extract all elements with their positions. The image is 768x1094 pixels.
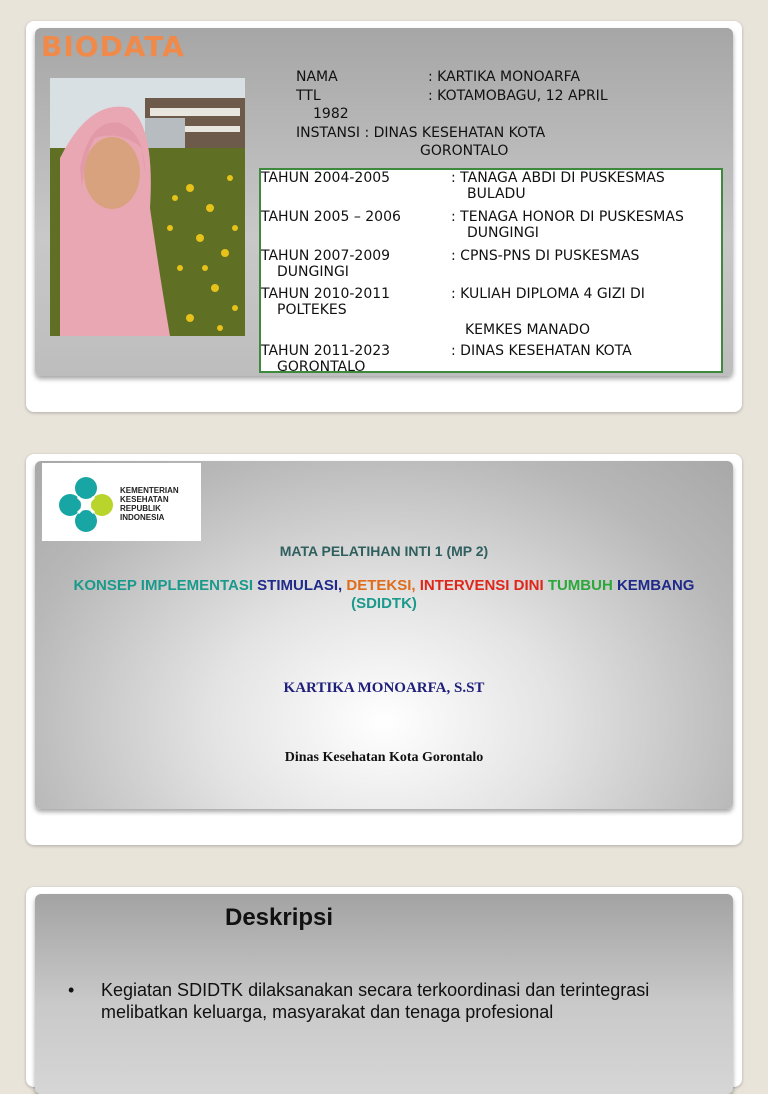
topic-segment: INTERVENSI DINI: [419, 577, 548, 594]
history-desc: [451, 209, 719, 241]
history-years-text: TAHUN 2011-2023: [261, 343, 391, 359]
logo-line: KEMENTERIAN: [120, 486, 179, 495]
topic-segment: ,: [411, 577, 420, 594]
history-years: TAHUN 2005 – 2006: [261, 209, 401, 225]
history-desc-cont: BULADU: [467, 186, 526, 202]
identity-label: NAMA: [296, 69, 338, 85]
history-years: TAHUN 2004-2005: [261, 170, 391, 186]
bullet-text: Kegiatan SDIDTK dilaksanakan secara terkoordinasi dan terintegrasi melibatkan keluarga, masyarakat dan tenaga profesional: [101, 980, 650, 1022]
history-desc: : CPNS-PNS DI PUSKESMAS: [451, 248, 640, 264]
history-desc: [451, 170, 719, 202]
identity-value: : KARTIKA MONOARFA: [428, 69, 581, 85]
bullet-dot: •: [68, 980, 75, 1000]
kemenkes-logo: [42, 463, 201, 541]
author-office: Dinas Kesehatan Kota Gorontalo: [284, 750, 484, 765]
topic-line-1: [45, 577, 723, 595]
topic-segment: ,: [338, 577, 347, 594]
slide-title-page: [35, 461, 733, 809]
history-years: [261, 286, 451, 318]
logo-line: REPUBLIK: [120, 504, 161, 513]
slide-card-description: [26, 887, 742, 1087]
identity-value: : KOTAMOBAGU, 12 APRIL: [428, 87, 608, 104]
slide-card-title: [26, 454, 742, 845]
history-years: [261, 343, 451, 375]
history-desc: : DINAS KESEHATAN KOTA: [451, 343, 632, 359]
history-years-text: TAHUN 2010-2011: [261, 286, 391, 302]
identity-row-ttl-cont: [296, 105, 716, 124]
course-title: MATA PELATIHAN INTI 1 (MP 2): [279, 543, 489, 559]
history-years: [261, 248, 451, 280]
identity-row-ttl: [296, 87, 716, 106]
topic-segment: STIMULASI: [257, 577, 339, 594]
kemenkes-logo-icon: [56, 473, 116, 533]
identity-row-name: [296, 68, 716, 87]
course-topic: [45, 577, 723, 613]
history-years-text: TAHUN 2007-2009: [261, 248, 391, 264]
work-history-box: [259, 168, 723, 373]
slide-description: [35, 894, 733, 1094]
identity-value-cont: 1982: [313, 106, 349, 122]
identity-block: [296, 68, 716, 161]
identity-label: INSTANSI : DINAS KESEHATAN KOTA: [296, 124, 546, 141]
slide-card-biodata: [26, 21, 742, 412]
history-years-cont: POLTEKES: [277, 302, 347, 318]
history-desc-cont: DUNGINGI: [467, 225, 539, 241]
author-name: KARTIKA MONOARFA, S.ST: [283, 680, 485, 696]
topic-line-2: (SDIDTK): [351, 595, 417, 612]
slide-biodata: [35, 28, 733, 376]
logo-line: INDONESIA: [120, 513, 165, 522]
identity-label: TTL: [296, 87, 321, 104]
topic-segment: TUMBUH: [547, 577, 617, 594]
topic-segment: DETEKSI: [346, 577, 412, 594]
description-title: Deskripsi: [225, 904, 334, 931]
history-desc: KEMKES MANADO: [465, 322, 590, 338]
identity-value-cont: GORONTALO: [420, 143, 509, 159]
history-desc: : KULIAH DIPLOMA 4 GIZI DI: [451, 286, 645, 302]
profile-photo: [50, 78, 245, 336]
logo-line: KESEHATAN: [120, 495, 169, 504]
topic-segment: KONSEP IMPLEMENTASI: [73, 577, 258, 594]
history-years-cont: GORONTALO: [277, 359, 366, 375]
slide-title: BIODATA: [41, 30, 185, 63]
identity-row-instansi: [296, 124, 716, 143]
topic-segment: KEMBANG: [616, 577, 695, 594]
logo-text: [120, 486, 179, 522]
history-years-cont: DUNGINGI: [277, 264, 349, 280]
identity-row-instansi-cont: [296, 142, 716, 161]
history-desc-text: : TANAGA ABDI DI PUSKESMAS: [451, 170, 665, 186]
history-desc-text: : TENAGA HONOR DI PUSKESMAS: [451, 209, 684, 225]
